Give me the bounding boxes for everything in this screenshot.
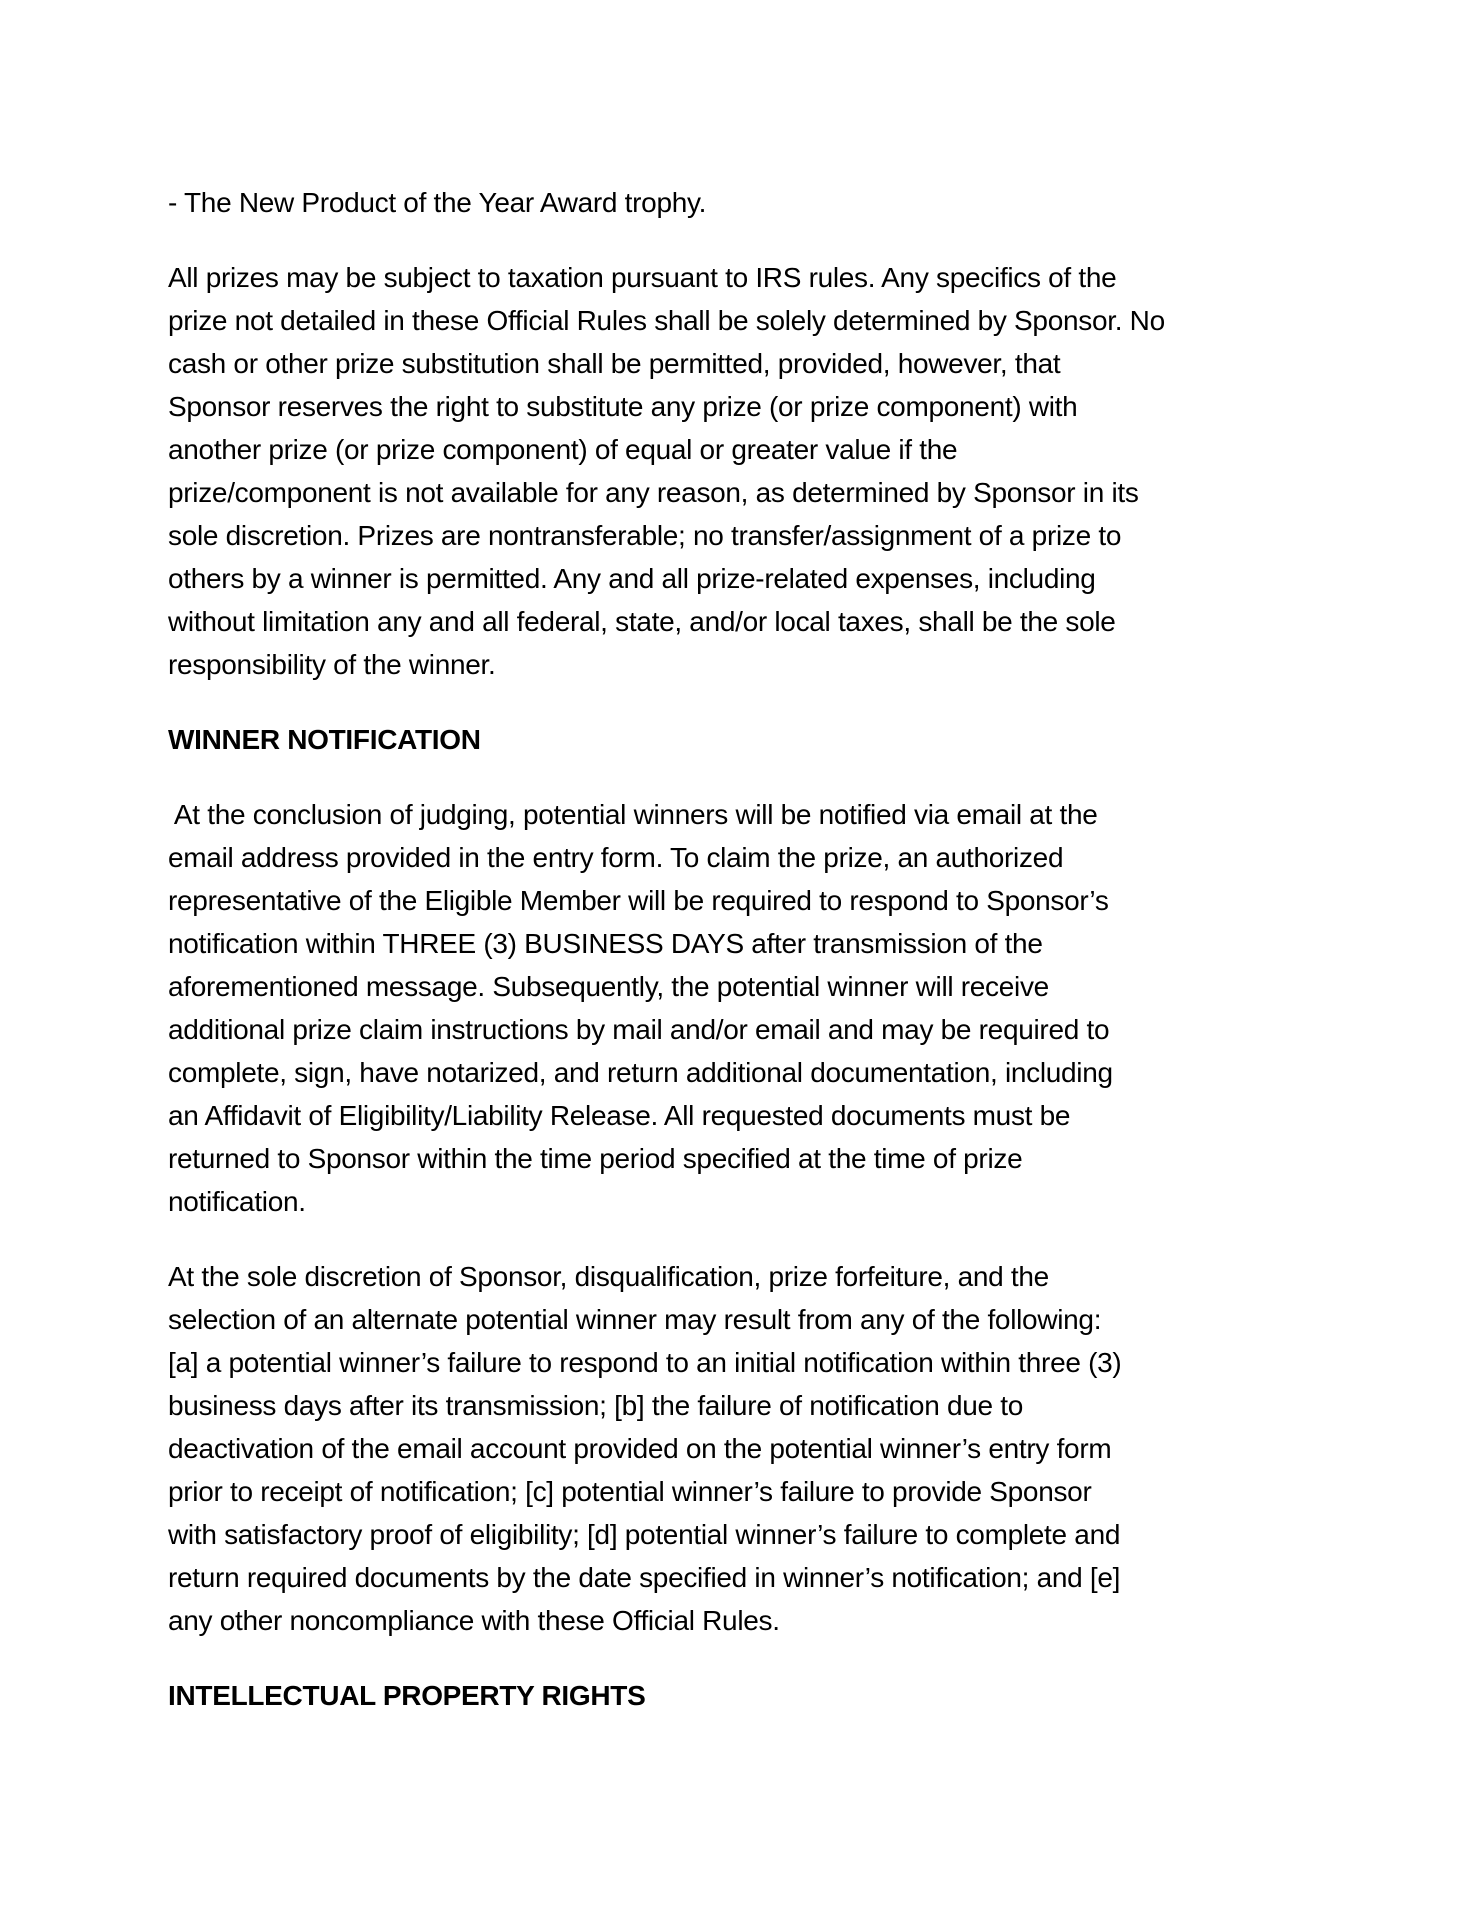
text-line: return required documents by the date specified in winner’s notification; and [e] bbox=[168, 1562, 1121, 1593]
text-line: prize/component is not available for any reason, as determined by Sponsor in its bbox=[168, 477, 1139, 508]
text-line: At the sole discretion of Sponsor, disqualification, prize forfeiture, and the bbox=[168, 1261, 1049, 1292]
text-line: prize not detailed in these Official Rules shall be solely determined by Sponsor. No bbox=[168, 305, 1165, 336]
text-line: returned to Sponsor within the time period specified at the time of prize bbox=[168, 1143, 1023, 1174]
section-heading bbox=[168, 718, 1364, 761]
text-line: WINNER NOTIFICATION bbox=[168, 724, 481, 755]
text-line: prior to receipt of notification; [c] potential winner’s failure to provide Sponsor bbox=[168, 1476, 1092, 1507]
text-line: [a] a potential winner’s failure to respond to an initial notification within three (3) bbox=[168, 1347, 1122, 1378]
text-line: INTELLECTUAL PROPERTY RIGHTS bbox=[168, 1680, 646, 1711]
paragraph bbox=[168, 181, 1364, 224]
text-line: business days after its transmission; [b] the failure of notification due to bbox=[168, 1390, 1023, 1421]
paragraph bbox=[168, 256, 1364, 686]
text-line: sole discretion. Prizes are nontransferable; no transfer/assignment of a prize to bbox=[168, 520, 1122, 551]
text-line: without limitation any and all federal, state, and/or local taxes, shall be the sole bbox=[168, 606, 1116, 637]
text-line: deactivation of the email account provided on the potential winner’s entry form bbox=[168, 1433, 1112, 1464]
text-line: All prizes may be subject to taxation pursuant to IRS rules. Any specifics of the bbox=[168, 262, 1117, 293]
text-line: any other noncompliance with these Official Rules. bbox=[168, 1605, 780, 1636]
text-line: an Affidavit of Eligibility/Liability Release. All requested documents must be bbox=[168, 1100, 1071, 1131]
text-line: others by a winner is permitted. Any and all prize-related expenses, including bbox=[168, 563, 1096, 594]
text-line: At the conclusion of judging, potential winners will be notified via email at the bbox=[168, 799, 1098, 830]
paragraph bbox=[168, 1255, 1364, 1642]
text-line: - The New Product of the Year Award trophy. bbox=[168, 187, 707, 218]
text-line: Sponsor reserves the right to substitute any prize (or prize component) with bbox=[168, 391, 1078, 422]
text-line: representative of the Eligible Member will be required to respond to Sponsor’s bbox=[168, 885, 1109, 916]
text-line: with satisfactory proof of eligibility; [d] potential winner’s failure to complete and bbox=[168, 1519, 1121, 1550]
text-line: cash or other prize substitution shall be permitted, provided, however, that bbox=[168, 348, 1061, 379]
text-line: email address provided in the entry form. To claim the prize, an authorized bbox=[168, 842, 1064, 873]
text-line: complete, sign, have notarized, and return additional documentation, including bbox=[168, 1057, 1113, 1088]
document-content bbox=[168, 181, 1364, 1749]
text-line: notification within THREE (3) BUSINESS DAYS after transmission of the bbox=[168, 928, 1043, 959]
text-line: additional prize claim instructions by mail and/or email and may be required to bbox=[168, 1014, 1110, 1045]
text-line: aforementioned message. Subsequently, the potential winner will receive bbox=[168, 971, 1049, 1002]
text-line: selection of an alternate potential winner may result from any of the following: bbox=[168, 1304, 1102, 1335]
section-heading bbox=[168, 1674, 1364, 1717]
text-line: responsibility of the winner. bbox=[168, 649, 496, 680]
text-line: another prize (or prize component) of equal or greater value if the bbox=[168, 434, 958, 465]
paragraph bbox=[168, 793, 1364, 1223]
text-line: notification. bbox=[168, 1186, 306, 1217]
